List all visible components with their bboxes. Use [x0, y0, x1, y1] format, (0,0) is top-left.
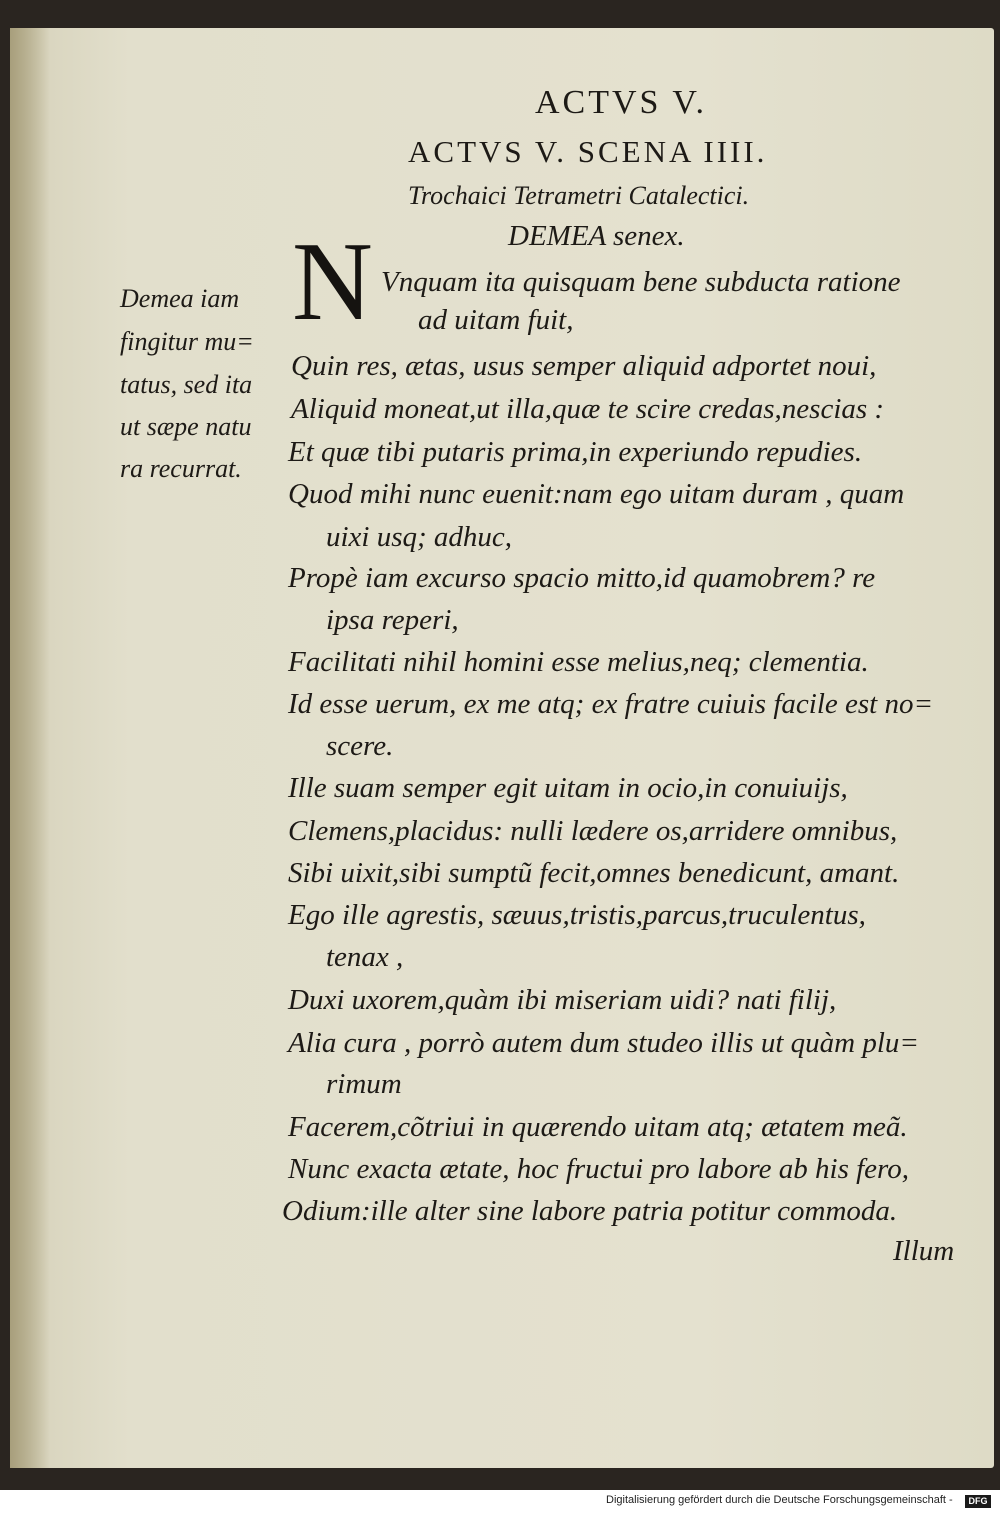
- marginal-note-line: ut sæpe natu: [120, 412, 252, 441]
- verse-line: Clemens,placidus: nulli lædere os,arridere omnibus,: [288, 815, 898, 847]
- drop-cap: N: [292, 220, 373, 344]
- verse-line: Quod mihi nunc euenit:nam ego uitam duram , quam: [288, 478, 905, 510]
- verse-line: Quin res, ætas, usus semper aliquid adportet noui,: [291, 350, 877, 382]
- verse-line: Id esse uerum, ex me atq; ex fratre cuiuis facile est no=: [288, 688, 934, 720]
- verse-line: Odium:ille alter sine labore patria potitur commoda.: [282, 1195, 898, 1227]
- scene-heading: ACTVS V. SCENA IIII.: [408, 134, 768, 169]
- verse-line: ad uitam fuit,: [418, 304, 574, 336]
- verse-line: Vnquam ita quisquam bene subducta ratione: [381, 266, 901, 298]
- verse-line: Facerem,cõtriui in quærendo uitam atq; ætatem meã.: [288, 1111, 908, 1143]
- verse-line: Ille suam semper egit uitam in ocio,in conuiuijs,: [288, 772, 848, 804]
- marginal-note-line: fingitur mu=: [120, 327, 254, 356]
- speaker-name: DEMEA senex.: [508, 220, 685, 252]
- running-head: ACTVS V.: [535, 84, 708, 121]
- verse-line: uixi usq; adhuc,: [326, 521, 513, 553]
- marginal-note-line: tatus, sed ita: [120, 370, 253, 399]
- verse-line: Aliquid moneat,ut illa,quæ te scire credas,nescias :: [291, 393, 885, 425]
- verse-line: Sibi uixit,sibi sumptũ fecit,omnes benedicunt, amant.: [288, 857, 900, 889]
- verse-line: ipsa reperi,: [326, 604, 459, 636]
- verse-line: tenax ,: [326, 941, 404, 973]
- verse-line: rimum: [326, 1068, 402, 1100]
- verse-line: Nunc exacta ætate, hoc fructui pro labore ab his fero,: [288, 1153, 909, 1185]
- digitization-credit: Digitalisierung gefördert durch die Deutsche Forschungsgemeinschaft -: [606, 1494, 953, 1506]
- verse-line: Alia cura , porrò autem dum studeo illis ut quàm plu=: [288, 1027, 919, 1059]
- meter-line: Trochaici Tetrametri Catalectici.: [408, 181, 750, 210]
- catchword: Illum: [893, 1235, 955, 1267]
- marginal-note-line: Demea iam: [120, 284, 240, 313]
- verse-line: Ego ille agrestis, sæuus,tristis,parcus,truculentus,: [288, 899, 866, 931]
- verse-line: Et quæ tibi putaris prima,in experiundo repudies.: [288, 436, 863, 468]
- verse-line: Facilitati nihil homini esse melius,neq; clementia.: [288, 646, 869, 678]
- verse-line: scere.: [326, 730, 394, 762]
- book-page: [10, 28, 994, 1468]
- page-gutter-shadow: [10, 28, 50, 1468]
- marginal-note-line: ra recurrat.: [120, 454, 242, 483]
- dfg-logo: DFG: [965, 1495, 991, 1508]
- verse-line: Propè iam excurso spacio mitto,id quamobrem? re: [288, 562, 876, 594]
- verse-line: Duxi uxorem,quàm ibi miseriam uidi? nati filij,: [288, 984, 837, 1016]
